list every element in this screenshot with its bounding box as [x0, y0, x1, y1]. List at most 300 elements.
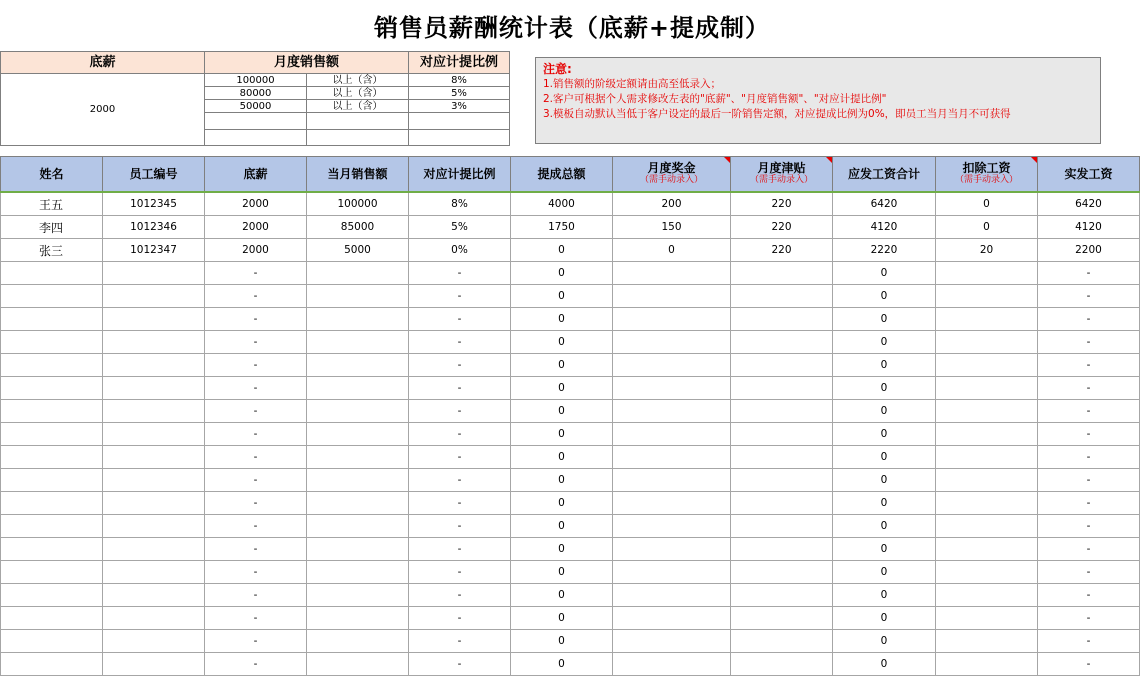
cell-net-pay[interactable]: - [1038, 492, 1140, 515]
table-row [1, 561, 1140, 584]
cell-rate[interactable]: - [409, 653, 511, 676]
cell-monthly-bonus[interactable] [613, 492, 731, 515]
cell-base-salary[interactable]: - [205, 446, 307, 469]
cell-employee-id[interactable] [103, 538, 205, 561]
cell-monthly-sales[interactable] [307, 630, 409, 653]
cell-name[interactable]: 张三 [1, 239, 103, 262]
cell-commission-total[interactable]: 0 [511, 469, 613, 492]
cell-monthly-sales[interactable] [307, 538, 409, 561]
cell-deduction[interactable] [936, 607, 1038, 630]
cell-monthly-allowance[interactable] [731, 630, 833, 653]
cell-monthly-bonus[interactable] [613, 607, 731, 630]
cell-name[interactable] [1, 377, 103, 400]
column-header-gross-pay[interactable] [833, 157, 936, 193]
column-header-monthly-sales[interactable] [307, 157, 409, 193]
cell-monthly-sales[interactable] [307, 561, 409, 584]
column-header-label: 扣除工资 [962, 161, 1011, 175]
cell-monthly-sales[interactable] [307, 400, 409, 423]
cell-net-pay[interactable]: - [1038, 308, 1140, 331]
column-header-label: 姓名 [39, 166, 64, 181]
column-header-rate[interactable] [409, 157, 511, 193]
cell-monthly-allowance[interactable] [731, 400, 833, 423]
cell-deduction[interactable] [936, 354, 1038, 377]
cell-rate[interactable]: 5% [409, 216, 511, 239]
cell-monthly-bonus[interactable] [613, 538, 731, 561]
cell-employee-id[interactable]: 1012347 [103, 239, 205, 262]
cell-deduction[interactable]: 0 [936, 216, 1038, 239]
cell-base-salary[interactable]: - [205, 515, 307, 538]
cell-name[interactable] [1, 354, 103, 377]
cell-gross-pay[interactable]: 0 [833, 515, 936, 538]
cell-monthly-sales[interactable] [307, 423, 409, 446]
column-header-commission-total[interactable] [511, 157, 613, 193]
cell-net-pay[interactable]: - [1038, 538, 1140, 561]
cell-monthly-bonus[interactable] [613, 446, 731, 469]
cell-base-salary[interactable]: 2000 [205, 216, 307, 239]
cell-employee-id[interactable] [103, 308, 205, 331]
cell-employee-id[interactable] [103, 584, 205, 607]
cell-rate[interactable]: - [409, 423, 511, 446]
cell-monthly-sales[interactable] [307, 653, 409, 676]
cell-name[interactable] [1, 308, 103, 331]
cell-monthly-bonus[interactable] [613, 469, 731, 492]
cell-net-pay[interactable]: - [1038, 584, 1140, 607]
column-header-label: 底薪 [243, 166, 268, 181]
cell-deduction[interactable]: 20 [936, 239, 1038, 262]
cell-monthly-allowance[interactable] [731, 584, 833, 607]
cell-commission-total[interactable]: 0 [511, 584, 613, 607]
cell-base-salary[interactable]: - [205, 262, 307, 285]
cell-name[interactable] [1, 561, 103, 584]
cell-employee-id[interactable] [103, 653, 205, 676]
cell-base-salary[interactable]: - [205, 354, 307, 377]
cell-commission-total[interactable]: 4000 [511, 192, 613, 216]
column-header-label: 月度奖金 [647, 161, 696, 175]
cell-gross-pay[interactable]: 0 [833, 262, 936, 285]
cell-deduction[interactable] [936, 584, 1038, 607]
table-row [1, 377, 1140, 400]
cell-monthly-sales[interactable] [307, 308, 409, 331]
cell-monthly-allowance[interactable] [731, 354, 833, 377]
cell-deduction[interactable] [936, 538, 1038, 561]
cell-monthly-sales[interactable] [307, 469, 409, 492]
cell-base-salary[interactable]: - [205, 331, 307, 354]
manual-entry-hint: （需手动录入） [749, 175, 813, 185]
cell-rate[interactable]: - [409, 584, 511, 607]
cell-commission-total[interactable]: 0 [511, 239, 613, 262]
table-row [1, 469, 1140, 492]
column-header-monthly-allowance[interactable] [731, 157, 833, 193]
comment-indicator-icon[interactable] [826, 157, 832, 163]
cell-deduction[interactable] [936, 377, 1038, 400]
cell-commission-total[interactable]: 0 [511, 262, 613, 285]
cell-net-pay[interactable]: - [1038, 446, 1140, 469]
cell-gross-pay[interactable]: 0 [833, 377, 936, 400]
table-row [1, 538, 1140, 561]
cell-monthly-allowance[interactable] [731, 653, 833, 676]
cell-base-salary[interactable]: - [205, 469, 307, 492]
rate-value[interactable] [409, 113, 510, 129]
cell-employee-id[interactable] [103, 515, 205, 538]
cell-employee-id[interactable] [103, 561, 205, 584]
table-row [1, 285, 1140, 308]
cell-commission-total[interactable]: 0 [511, 423, 613, 446]
cell-base-salary[interactable]: - [205, 308, 307, 331]
cell-name[interactable] [1, 653, 103, 676]
cell-monthly-allowance[interactable] [731, 377, 833, 400]
sheet-title: 销售员薪酬统计表（底薪+提成制） [373, 13, 771, 42]
cell-commission-total[interactable]: 0 [511, 400, 613, 423]
rate-value[interactable]: 3% [409, 100, 510, 113]
cell-deduction[interactable] [936, 469, 1038, 492]
cell-rate[interactable]: - [409, 285, 511, 308]
cell-monthly-allowance[interactable] [731, 285, 833, 308]
cell-gross-pay[interactable]: 0 [833, 607, 936, 630]
cell-net-pay[interactable]: 4120 [1038, 216, 1140, 239]
cell-name[interactable] [1, 446, 103, 469]
cell-gross-pay[interactable]: 0 [833, 285, 936, 308]
table-row [1, 354, 1140, 377]
cell-gross-pay[interactable]: 0 [833, 308, 936, 331]
cell-net-pay[interactable]: - [1038, 423, 1140, 446]
cell-net-pay[interactable]: - [1038, 515, 1140, 538]
cell-base-salary[interactable]: - [205, 630, 307, 653]
cell-base-salary[interactable]: - [205, 561, 307, 584]
cell-commission-total[interactable]: 0 [511, 607, 613, 630]
cell-monthly-allowance[interactable] [731, 308, 833, 331]
cell-name[interactable] [1, 538, 103, 561]
cell-deduction[interactable] [936, 400, 1038, 423]
cell-gross-pay[interactable]: 0 [833, 469, 936, 492]
cell-monthly-sales[interactable] [307, 354, 409, 377]
cell-monthly-bonus[interactable] [613, 423, 731, 446]
cell-employee-id[interactable] [103, 331, 205, 354]
cell-deduction[interactable] [936, 331, 1038, 354]
cell-employee-id[interactable]: 1012346 [103, 216, 205, 239]
cell-rate[interactable]: - [409, 377, 511, 400]
cell-monthly-sales[interactable] [307, 331, 409, 354]
cell-net-pay[interactable]: 2200 [1038, 239, 1140, 262]
cell-commission-total[interactable]: 0 [511, 538, 613, 561]
cell-name[interactable] [1, 630, 103, 653]
cell-gross-pay[interactable]: 0 [833, 331, 936, 354]
column-header-name[interactable] [1, 157, 103, 193]
cell-base-salary[interactable]: - [205, 607, 307, 630]
cell-name[interactable] [1, 515, 103, 538]
cell-deduction[interactable] [936, 308, 1038, 331]
cell-base-salary[interactable]: - [205, 492, 307, 515]
rate-amount[interactable]: 80000 [205, 87, 307, 100]
cell-deduction[interactable] [936, 515, 1038, 538]
note-line: 2.客户可根据个人需求修改左表的"底薪"、"月度销售额"、"对应计提比例" [543, 93, 887, 105]
table-row [1, 308, 1140, 331]
cell-monthly-bonus[interactable]: 0 [613, 239, 731, 262]
table-row [1, 331, 1140, 354]
cell-deduction[interactable] [936, 446, 1038, 469]
cell-gross-pay[interactable]: 0 [833, 446, 936, 469]
rate-value[interactable] [409, 129, 510, 145]
cell-gross-pay[interactable]: 0 [833, 538, 936, 561]
cell-monthly-sales[interactable] [307, 446, 409, 469]
column-header-base-salary[interactable] [205, 157, 307, 193]
cell-base-salary[interactable]: - [205, 377, 307, 400]
cell-base-salary[interactable]: 2000 [205, 239, 307, 262]
cell-base-salary[interactable]: - [205, 285, 307, 308]
cell-net-pay[interactable]: - [1038, 630, 1140, 653]
rate-table [0, 51, 510, 146]
cell-monthly-bonus[interactable] [613, 653, 731, 676]
table-row [1, 239, 1140, 262]
cell-commission-total[interactable]: 0 [511, 354, 613, 377]
cell-name[interactable] [1, 469, 103, 492]
rate-condition[interactable]: 以上（含） [307, 100, 409, 113]
cell-net-pay[interactable]: - [1038, 354, 1140, 377]
cell-monthly-allowance[interactable] [731, 538, 833, 561]
cell-net-pay[interactable]: - [1038, 262, 1140, 285]
cell-rate[interactable]: - [409, 515, 511, 538]
cell-monthly-bonus[interactable] [613, 630, 731, 653]
table-row [1, 630, 1140, 653]
cell-name[interactable] [1, 285, 103, 308]
rate-condition[interactable] [307, 129, 409, 145]
cell-net-pay[interactable]: - [1038, 331, 1140, 354]
cell-name[interactable] [1, 331, 103, 354]
column-header-label: 提成总额 [537, 166, 586, 181]
cell-deduction[interactable] [936, 492, 1038, 515]
cell-name[interactable] [1, 584, 103, 607]
cell-monthly-allowance[interactable]: 220 [731, 216, 833, 239]
cell-commission-total[interactable]: 0 [511, 653, 613, 676]
rate-value[interactable]: 5% [409, 87, 510, 100]
cell-employee-id[interactable] [103, 285, 205, 308]
cell-name[interactable]: 王五 [1, 192, 103, 216]
cell-commission-total[interactable]: 0 [511, 492, 613, 515]
cell-monthly-allowance[interactable] [731, 423, 833, 446]
cell-monthly-sales[interactable] [307, 285, 409, 308]
cell-gross-pay[interactable]: 0 [833, 653, 936, 676]
column-header-label: 应发工资合计 [847, 166, 920, 181]
cell-rate[interactable]: - [409, 354, 511, 377]
cell-employee-id[interactable] [103, 377, 205, 400]
cell-monthly-allowance[interactable] [731, 262, 833, 285]
cell-base-salary[interactable]: 2000 [205, 192, 307, 216]
cell-gross-pay[interactable]: 4120 [833, 216, 936, 239]
cell-employee-id[interactable] [103, 492, 205, 515]
cell-employee-id[interactable] [103, 630, 205, 653]
cell-deduction[interactable] [936, 653, 1038, 676]
cell-net-pay[interactable]: - [1038, 561, 1140, 584]
cell-commission-total[interactable]: 0 [511, 331, 613, 354]
table-row [1, 446, 1140, 469]
table-row [1, 584, 1140, 607]
header-rate: 对应计提比例 [409, 52, 510, 74]
rate-value[interactable]: 8% [409, 74, 510, 87]
cell-monthly-sales[interactable] [307, 377, 409, 400]
cell-monthly-allowance[interactable]: 220 [731, 192, 833, 216]
cell-commission-total[interactable]: 0 [511, 446, 613, 469]
cell-base-salary[interactable]: - [205, 584, 307, 607]
cell-gross-pay[interactable]: 6420 [833, 192, 936, 216]
manual-entry-hint: （需手动录入） [639, 175, 703, 185]
column-header-label: 当月销售额 [327, 166, 388, 181]
cell-monthly-sales[interactable]: 100000 [307, 192, 409, 216]
cell-deduction[interactable] [936, 561, 1038, 584]
rate-amount[interactable]: 50000 [205, 100, 307, 113]
cell-monthly-allowance[interactable] [731, 515, 833, 538]
cell-monthly-sales[interactable] [307, 492, 409, 515]
manual-entry-hint: （需手动录入） [954, 175, 1018, 185]
cell-employee-id[interactable] [103, 262, 205, 285]
cell-rate[interactable]: - [409, 607, 511, 630]
cell-gross-pay[interactable]: 0 [833, 354, 936, 377]
cell-gross-pay[interactable]: 0 [833, 630, 936, 653]
cell-monthly-bonus[interactable] [613, 561, 731, 584]
rate-condition[interactable] [307, 113, 409, 129]
cell-gross-pay[interactable]: 0 [833, 584, 936, 607]
cell-monthly-bonus[interactable] [613, 515, 731, 538]
cell-monthly-bonus[interactable] [613, 308, 731, 331]
cell-deduction[interactable] [936, 262, 1038, 285]
rate-amount[interactable] [205, 129, 307, 145]
table-row [1, 400, 1140, 423]
cell-net-pay[interactable]: - [1038, 607, 1140, 630]
cell-monthly-bonus[interactable] [613, 331, 731, 354]
cell-gross-pay[interactable]: 0 [833, 423, 936, 446]
cell-commission-total[interactable]: 0 [511, 308, 613, 331]
cell-rate[interactable]: - [409, 630, 511, 653]
cell-employee-id[interactable] [103, 423, 205, 446]
cell-monthly-bonus[interactable] [613, 354, 731, 377]
cell-rate[interactable]: - [409, 331, 511, 354]
cell-net-pay[interactable]: - [1038, 653, 1140, 676]
cell-monthly-sales[interactable] [307, 262, 409, 285]
table-row [1, 423, 1140, 446]
cell-name[interactable] [1, 262, 103, 285]
cell-employee-id[interactable] [103, 446, 205, 469]
cell-monthly-sales[interactable] [307, 515, 409, 538]
rate-amount[interactable]: 100000 [205, 74, 307, 87]
cell-monthly-bonus[interactable] [613, 400, 731, 423]
cell-rate[interactable]: 0% [409, 239, 511, 262]
column-header-net-pay[interactable] [1038, 157, 1140, 193]
cell-commission-total[interactable]: 0 [511, 630, 613, 653]
table-row [1, 192, 1140, 216]
cell-deduction[interactable] [936, 285, 1038, 308]
cell-net-pay[interactable]: 6420 [1038, 192, 1140, 216]
rate-condition[interactable]: 以上（含） [307, 74, 409, 87]
cell-commission-total[interactable]: 0 [511, 285, 613, 308]
cell-monthly-allowance[interactable] [731, 331, 833, 354]
column-header-label: 月度津贴 [757, 161, 806, 175]
column-header-monthly-bonus[interactable] [613, 157, 731, 193]
cell-monthly-allowance[interactable] [731, 561, 833, 584]
cell-gross-pay[interactable]: 0 [833, 561, 936, 584]
note-line: 1.销售额的阶级定额请由高至低录入； [543, 78, 722, 90]
column-header-employee-id[interactable] [103, 157, 205, 193]
cell-monthly-sales[interactable]: 85000 [307, 216, 409, 239]
cell-monthly-allowance[interactable] [731, 607, 833, 630]
header-monthly-sales: 月度销售额 [205, 52, 409, 74]
cell-monthly-sales[interactable] [307, 584, 409, 607]
header-base-salary: 底薪 [1, 52, 205, 74]
column-header-label: 实发工资 [1064, 166, 1113, 181]
cell-rate[interactable]: - [409, 400, 511, 423]
base-salary-value[interactable]: 2000 [1, 74, 205, 146]
cell-commission-total[interactable]: 0 [511, 377, 613, 400]
comment-indicator-icon[interactable] [1031, 157, 1037, 163]
cell-rate[interactable]: - [409, 469, 511, 492]
cell-gross-pay[interactable]: 0 [833, 492, 936, 515]
cell-employee-id[interactable]: 1012345 [103, 192, 205, 216]
cell-name[interactable] [1, 492, 103, 515]
cell-net-pay[interactable]: - [1038, 469, 1140, 492]
cell-employee-id[interactable] [103, 607, 205, 630]
comment-indicator-icon[interactable] [724, 157, 730, 163]
cell-deduction[interactable]: 0 [936, 192, 1038, 216]
cell-commission-total[interactable]: 0 [511, 561, 613, 584]
table-row [1, 653, 1140, 676]
cell-monthly-sales[interactable] [307, 607, 409, 630]
cell-name[interactable] [1, 607, 103, 630]
cell-base-salary[interactable]: - [205, 538, 307, 561]
cell-base-salary[interactable]: - [205, 653, 307, 676]
cell-rate[interactable]: 8% [409, 192, 511, 216]
cell-rate[interactable]: - [409, 561, 511, 584]
cell-deduction[interactable] [936, 630, 1038, 653]
cell-monthly-allowance[interactable]: 220 [731, 239, 833, 262]
cell-gross-pay[interactable]: 2220 [833, 239, 936, 262]
column-header-label: 员工编号 [129, 166, 178, 181]
cell-employee-id[interactable] [103, 354, 205, 377]
cell-rate[interactable]: - [409, 308, 511, 331]
cell-base-salary[interactable]: - [205, 423, 307, 446]
column-header-deduction[interactable] [936, 157, 1038, 193]
cell-name[interactable] [1, 423, 103, 446]
rate-condition[interactable]: 以上（含） [307, 87, 409, 100]
cell-monthly-allowance[interactable] [731, 446, 833, 469]
cell-monthly-allowance[interactable] [731, 469, 833, 492]
note-box [535, 57, 1101, 144]
cell-net-pay[interactable]: - [1038, 400, 1140, 423]
cell-rate[interactable]: - [409, 446, 511, 469]
cell-monthly-bonus[interactable]: 200 [613, 192, 731, 216]
cell-deduction[interactable] [936, 423, 1038, 446]
cell-net-pay[interactable]: - [1038, 377, 1140, 400]
cell-employee-id[interactable] [103, 469, 205, 492]
cell-employee-id[interactable] [103, 400, 205, 423]
table-row [1, 607, 1140, 630]
cell-monthly-bonus[interactable] [613, 377, 731, 400]
cell-gross-pay[interactable]: 0 [833, 400, 936, 423]
cell-rate[interactable]: - [409, 492, 511, 515]
cell-commission-total[interactable]: 1750 [511, 216, 613, 239]
cell-monthly-allowance[interactable] [731, 492, 833, 515]
cell-name[interactable]: 李四 [1, 216, 103, 239]
note-title: 注意: [543, 62, 572, 76]
cell-monthly-sales[interactable]: 5000 [307, 239, 409, 262]
cell-monthly-bonus[interactable] [613, 584, 731, 607]
cell-name[interactable] [1, 400, 103, 423]
rate-amount[interactable] [205, 113, 307, 129]
cell-monthly-bonus[interactable] [613, 262, 731, 285]
cell-commission-total[interactable]: 0 [511, 515, 613, 538]
cell-monthly-bonus[interactable] [613, 285, 731, 308]
cell-rate[interactable]: - [409, 262, 511, 285]
cell-base-salary[interactable]: - [205, 400, 307, 423]
cell-net-pay[interactable]: - [1038, 285, 1140, 308]
cell-monthly-bonus[interactable]: 150 [613, 216, 731, 239]
cell-rate[interactable]: - [409, 538, 511, 561]
